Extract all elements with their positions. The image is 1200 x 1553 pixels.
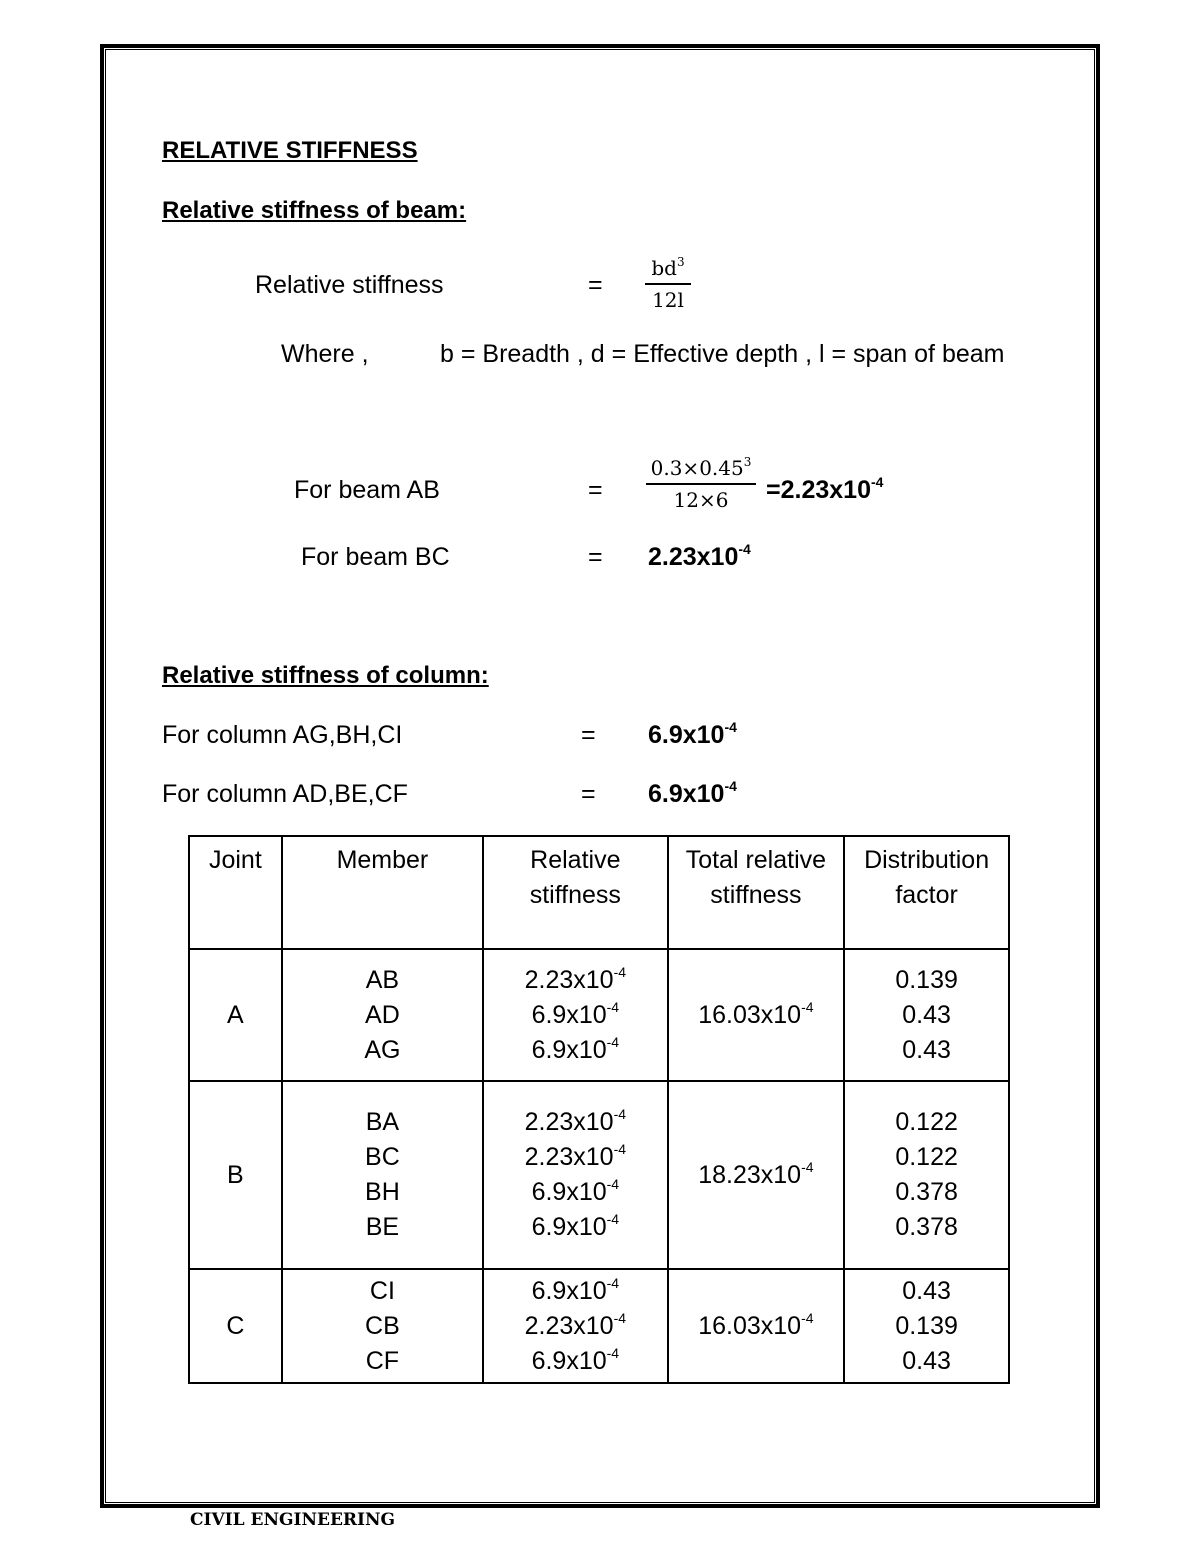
beam-ab-result-base: =2.23x10: [766, 476, 871, 504]
relative-stiffness-exponent: -4: [606, 1344, 620, 1361]
total-stiffness-cell: [668, 1269, 845, 1383]
header-relative-stiffness: [483, 836, 667, 949]
distribution-factor-text: 0.139: [895, 1311, 958, 1340]
beam-bc-value-base: 2.23x10: [648, 543, 739, 571]
distribution-factor-text: 0.43: [902, 1000, 951, 1029]
distribution-factor-text: 0.378: [895, 1213, 958, 1241]
relative-stiffness-exponent: -4: [613, 1106, 627, 1122]
distribution-factor-value: [845, 1344, 1008, 1379]
joint-label: B: [227, 1160, 244, 1189]
member-cell: [282, 949, 483, 1081]
joint-cell: [189, 1269, 282, 1383]
distribution-factor-value: [845, 1105, 1008, 1140]
joint-label: C: [226, 1311, 245, 1340]
header-df-line2: factor: [895, 881, 958, 909]
formula-numerator-exp: 3: [676, 255, 685, 269]
distribution-factor-value: [845, 1309, 1008, 1344]
member-text: AD: [365, 1000, 400, 1029]
relative-stiffness-exponent: -4: [613, 1141, 627, 1157]
beam-bc-value-exp: -4: [738, 541, 751, 557]
table-row: [189, 1081, 1009, 1269]
relative-stiffness-exponent: -4: [613, 963, 627, 980]
distribution-factor-text: 0.43: [902, 1035, 951, 1064]
joint-cell: [189, 1081, 282, 1269]
column-row2-value-base: 6.9x10: [648, 780, 725, 808]
header-df-line1: Distribution: [864, 846, 990, 874]
distribution-factor-value: [845, 1175, 1008, 1210]
total-stiffness-text: 16.03x10: [698, 1000, 802, 1029]
relative-stiffness-text: 2.23x10: [524, 1311, 614, 1340]
distribution-factor-value: [845, 1274, 1008, 1309]
member-value: [283, 1210, 482, 1245]
beam-section-heading: Relative stiffness of beam:: [162, 197, 467, 224]
header-joint-text: Joint: [208, 846, 262, 874]
relative-stiffness-exponent: -4: [606, 998, 620, 1015]
member-cell: [282, 1081, 483, 1269]
column-row1-value-base: 6.9x10: [648, 721, 725, 749]
total-stiffness-exponent: -4: [801, 1309, 814, 1326]
relative-stiffness-exponent: -4: [606, 1211, 620, 1227]
column-section-heading: Relative stiffness of column:: [162, 662, 489, 689]
relative-stiffness-value: [484, 1274, 666, 1309]
relative-stiffness-value: [484, 998, 666, 1033]
member-text: CB: [365, 1311, 400, 1340]
column-row2-value: [648, 779, 737, 809]
beam-ab-result: [766, 475, 883, 505]
total-stiffness-exponent: -4: [801, 998, 814, 1015]
member-value: [283, 1105, 482, 1140]
distribution-factor-text: 0.43: [902, 1276, 951, 1305]
column-row2-equals: =: [581, 780, 596, 808]
table-row: [189, 1269, 1009, 1383]
beam-bc-label: For beam BC: [301, 543, 450, 571]
header-relative-line2: stiffness: [529, 881, 621, 909]
joint-cell: [189, 949, 282, 1081]
total-stiffness-text: 18.23x10: [698, 1160, 802, 1189]
distribution-factor-cell: [844, 949, 1009, 1081]
distribution-factor-cell: [844, 1081, 1009, 1269]
where-label: Where ,: [281, 340, 369, 368]
member-value: [283, 1309, 482, 1344]
formula-fraction: [645, 256, 691, 312]
distribution-factor-value: [845, 1210, 1008, 1245]
member-value: [283, 998, 482, 1033]
beam-bc-equals: =: [588, 543, 603, 571]
member-text: BE: [365, 1213, 400, 1241]
header-total-line2: stiffness: [710, 881, 802, 909]
member-text: BA: [365, 1108, 400, 1136]
relative-stiffness-text: 6.9x10: [531, 1178, 607, 1206]
footer-label: CIVIL ENGINEERING: [190, 1510, 396, 1530]
relative-stiffness-value: [484, 1175, 666, 1210]
table-body: [189, 949, 1009, 1383]
distribution-factor-text: 0.139: [895, 965, 958, 994]
header-total-relative-stiffness: [668, 836, 845, 949]
column-row1-value-exp: -4: [724, 719, 737, 735]
relative-stiffness-text: 6.9x10: [531, 1000, 607, 1029]
relative-stiffness-text: 2.23x10: [524, 1143, 614, 1171]
member-value: [283, 1140, 482, 1175]
table-row: [189, 949, 1009, 1081]
distribution-factor-value: [845, 998, 1008, 1033]
header-member: [282, 836, 483, 949]
column-row1-label: For column AG,BH,CI: [162, 721, 403, 749]
relative-stiffness-exponent: -4: [606, 1274, 620, 1291]
relative-stiffness-text: 6.9x10: [531, 1276, 607, 1305]
beam-ab-label: For beam AB: [294, 476, 440, 504]
member-value: [283, 1033, 482, 1068]
relative-stiffness-value: [484, 1033, 666, 1068]
member-value: [283, 963, 482, 998]
header-total-line1: Total relative: [685, 846, 827, 874]
column-row2-label: For column AD,BE,CF: [162, 780, 408, 808]
relative-stiffness-value: [484, 1210, 666, 1245]
relative-stiffness-cell: [483, 1081, 667, 1269]
column-row1-value: [648, 720, 737, 750]
formula-denominator: 12l: [652, 288, 684, 312]
formula-numerator: bd: [651, 256, 677, 280]
member-text: CF: [365, 1346, 400, 1375]
distribution-factor-text: 0.378: [895, 1178, 958, 1206]
header-distribution-factor: [844, 836, 1009, 949]
relative-stiffness-exponent: -4: [613, 1309, 627, 1326]
fraction-bar: [645, 283, 691, 285]
member-value: [283, 1344, 482, 1379]
distribution-factor-text: 0.122: [895, 1143, 958, 1171]
relative-stiffness-cell: [483, 949, 667, 1081]
member-text: AB: [365, 965, 400, 994]
relative-stiffness-exponent: -4: [606, 1033, 620, 1050]
relative-stiffness-value: [484, 963, 666, 998]
relative-stiffness-text: 6.9x10: [531, 1035, 607, 1064]
header-relative-line1: Relative: [530, 846, 621, 874]
distribution-factor-value: [845, 1140, 1008, 1175]
formula-equals: =: [588, 271, 603, 299]
where-definitions: b = Breadth , d = Effective depth , l = span of beam: [440, 340, 1005, 368]
relative-stiffness-text: 6.9x10: [531, 1346, 607, 1375]
member-cell: [282, 1269, 483, 1383]
distribution-factor-table: [188, 835, 1010, 1384]
total-stiffness-text: 16.03x10: [698, 1311, 802, 1340]
member-text: BC: [365, 1143, 400, 1171]
relative-stiffness-text: 6.9x10: [531, 1213, 607, 1241]
total-stiffness-cell: [668, 949, 845, 1081]
beam-ab-numerator-exp: 3: [743, 455, 752, 469]
relative-stiffness-text: 2.23x10: [524, 965, 614, 994]
member-value: [283, 1175, 482, 1210]
beam-ab-fraction: [646, 456, 756, 512]
relative-stiffness-value: [484, 1140, 666, 1175]
table-header-row: [189, 836, 1009, 949]
beam-ab-equals: =: [588, 476, 603, 504]
header-joint: [189, 836, 282, 949]
page-title: RELATIVE STIFFNESS: [162, 137, 418, 164]
formula-label: Relative stiffness: [255, 271, 444, 299]
header-member-text: Member: [336, 846, 429, 874]
total-stiffness-exponent: -4: [801, 1158, 814, 1175]
beam-bc-value: [648, 542, 751, 572]
column-row1-equals: =: [581, 721, 596, 749]
distribution-factor-text: 0.122: [895, 1108, 958, 1136]
fraction-bar: [646, 483, 756, 485]
relative-stiffness-exponent: -4: [606, 1176, 620, 1192]
member-text: AG: [364, 1035, 401, 1064]
beam-ab-numerator: 0.3×0.45: [650, 456, 744, 480]
relative-stiffness-cell: [483, 1269, 667, 1383]
distribution-factor-value: [845, 963, 1008, 998]
relative-stiffness-value: [484, 1105, 666, 1140]
distribution-factor-text: 0.43: [902, 1346, 951, 1375]
member-value: [283, 1274, 482, 1309]
distribution-factor-cell: [844, 1269, 1009, 1383]
relative-stiffness-value: [484, 1344, 666, 1379]
distribution-factor-value: [845, 1033, 1008, 1068]
column-row2-value-exp: -4: [724, 778, 737, 794]
beam-ab-result-exp: -4: [870, 474, 884, 490]
relative-stiffness-value: [484, 1309, 666, 1344]
member-text: CI: [369, 1276, 395, 1305]
total-stiffness-cell: [668, 1081, 845, 1269]
joint-label: A: [227, 1000, 244, 1029]
member-text: BH: [365, 1178, 400, 1206]
relative-stiffness-text: 2.23x10: [524, 1108, 614, 1136]
beam-ab-denominator: 12×6: [673, 488, 729, 512]
